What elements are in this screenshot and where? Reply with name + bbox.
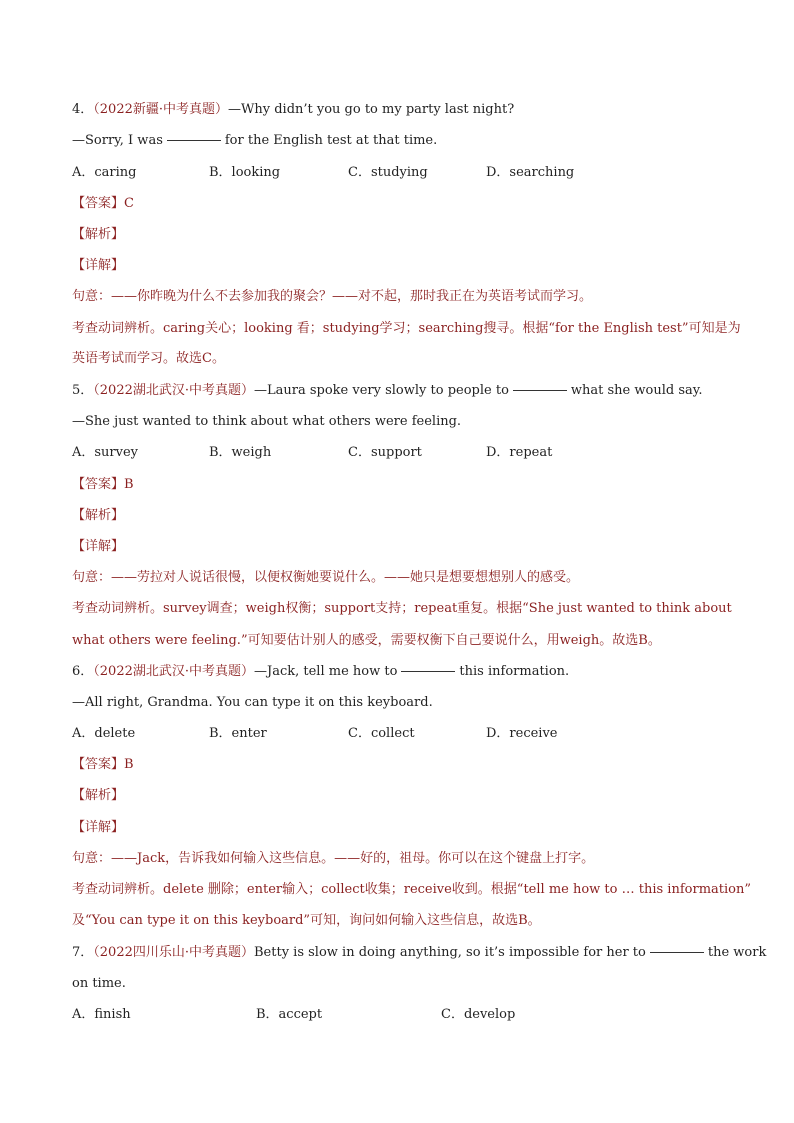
q7-blank (650, 952, 704, 953)
q5-number: 5． (72, 383, 94, 398)
q6-reply-line: —All right, Grandma. You can type it on this keyboard. (72, 695, 433, 710)
q4-option-c: C．studying (348, 165, 428, 180)
q5-option-c: C．support (348, 445, 422, 460)
q6-meaning: 句意：——Jack，告诉我如何输入这些信息。——好的，祖母。你可以在这个键盘上打字。 (72, 851, 595, 866)
q7-source: （2022四川乐山·中考真题） (93, 945, 254, 960)
q4-source: （2022新疆·中考真题） (93, 102, 228, 117)
q6-question-line (72, 663, 569, 681)
q7-question-line (72, 944, 766, 962)
q6-answer-value: B (124, 757, 134, 772)
q4-option-b: B．looking (209, 165, 281, 180)
q6-number: 6． (72, 664, 94, 679)
q5-answer-value: B (124, 477, 134, 492)
q7-number: 7． (72, 945, 94, 960)
q5-analysis-label: 【解析】 (72, 508, 125, 523)
q5-question-start: —Laura spoke very slowly to people to (254, 383, 509, 398)
q5-option-a: A．survey (72, 445, 139, 460)
q4-reply-start: —Sorry, I was (72, 133, 163, 148)
q5-explanation-1: 考查动词辨析。survey调查；weigh权衡；support支持；repeat重复。根据“She just wanted to think about (72, 601, 732, 616)
q6-option-a: A．delete (72, 726, 136, 741)
q6-option-b: B．enter (209, 726, 267, 741)
q4-reply-line (72, 132, 437, 150)
q4-number: 4． (72, 102, 94, 117)
q4-option-d: D．searching (486, 165, 575, 180)
q5-answer-label: 【答案】 (72, 477, 125, 492)
q4-meaning: 句意：——你昨晚为什么不去参加我的聚会？——对不起，那时我正在为英语考试而学习。 (72, 289, 593, 304)
q4-answer-label: 【答案】 (72, 196, 125, 211)
q7-option-a: A．finish (72, 1007, 131, 1022)
q5-option-b: B．weigh (209, 445, 272, 460)
q4-blank (167, 140, 221, 141)
q6-question-end: this information. (459, 664, 570, 679)
q4-explanation-2: 英语考试而学习。故选C。 (72, 351, 225, 366)
q6-detail-label: 【详解】 (72, 820, 125, 835)
q5-meaning: 句意：——劳拉对人说话很慢，以便权衡她要说什么。——她只是想要想想别人的感受。 (72, 570, 580, 585)
q6-source: （2022湖北武汉·中考真题） (93, 664, 254, 679)
q6-explanation-2: 及“You can type it on this keyboard”可知，询问如何输入这些信息，故选B。 (72, 913, 541, 928)
q6-blank (401, 671, 455, 672)
q5-question-line (72, 382, 703, 400)
q4-reply-end: for the English test at that time. (224, 133, 438, 148)
q5-source: （2022湖北武汉·中考真题） (93, 383, 254, 398)
q5-question-end: what she would say. (570, 383, 703, 398)
q4-explanation-1: 考查动词辨析。caring关心；looking 看；studying学习；searching搜寻。根据“for the English test”可知是为 (72, 321, 741, 336)
q4-detail-label: 【详解】 (72, 258, 125, 273)
q4-question-line (72, 101, 514, 119)
q5-answer (72, 476, 134, 494)
q6-answer (72, 756, 134, 774)
q6-option-d: D．receive (486, 726, 558, 741)
q4-analysis-label: 【解析】 (72, 227, 125, 242)
q5-option-d: D．repeat (486, 445, 553, 460)
q4-option-a: A．caring (72, 165, 137, 180)
q6-answer-label: 【答案】 (72, 757, 125, 772)
q6-question-start: —Jack, tell me how to (254, 664, 398, 679)
q5-detail-label: 【详解】 (72, 539, 125, 554)
q6-option-c: C．collect (348, 726, 415, 741)
q6-analysis-label: 【解析】 (72, 788, 125, 803)
q5-reply-line: —She just wanted to think about what others were feeling. (72, 414, 462, 429)
q7-option-b: B．accept (256, 1007, 323, 1022)
q7-continuation-line: on time. (72, 976, 126, 991)
q6-explanation-1: 考查动词辨析。delete 删除；enter输入；collect收集；receive收到。根据“tell me how to … this information” (72, 882, 751, 897)
q4-answer (72, 195, 134, 213)
q7-question-end: the work (707, 945, 767, 960)
q5-explanation-2: what others were feeling.”可知要估计别人的感受，需要权衡下自己要说什么，用weigh。故选B。 (72, 633, 661, 648)
q4-question-text: —Why didn’t you go to my party last night? (228, 102, 515, 117)
q7-question-start: Betty is slow in doing anything, so it’s impossible for her to (254, 945, 646, 960)
q4-answer-value: C (124, 196, 134, 211)
q5-blank (513, 390, 567, 391)
q7-option-c: C．develop (441, 1007, 516, 1022)
